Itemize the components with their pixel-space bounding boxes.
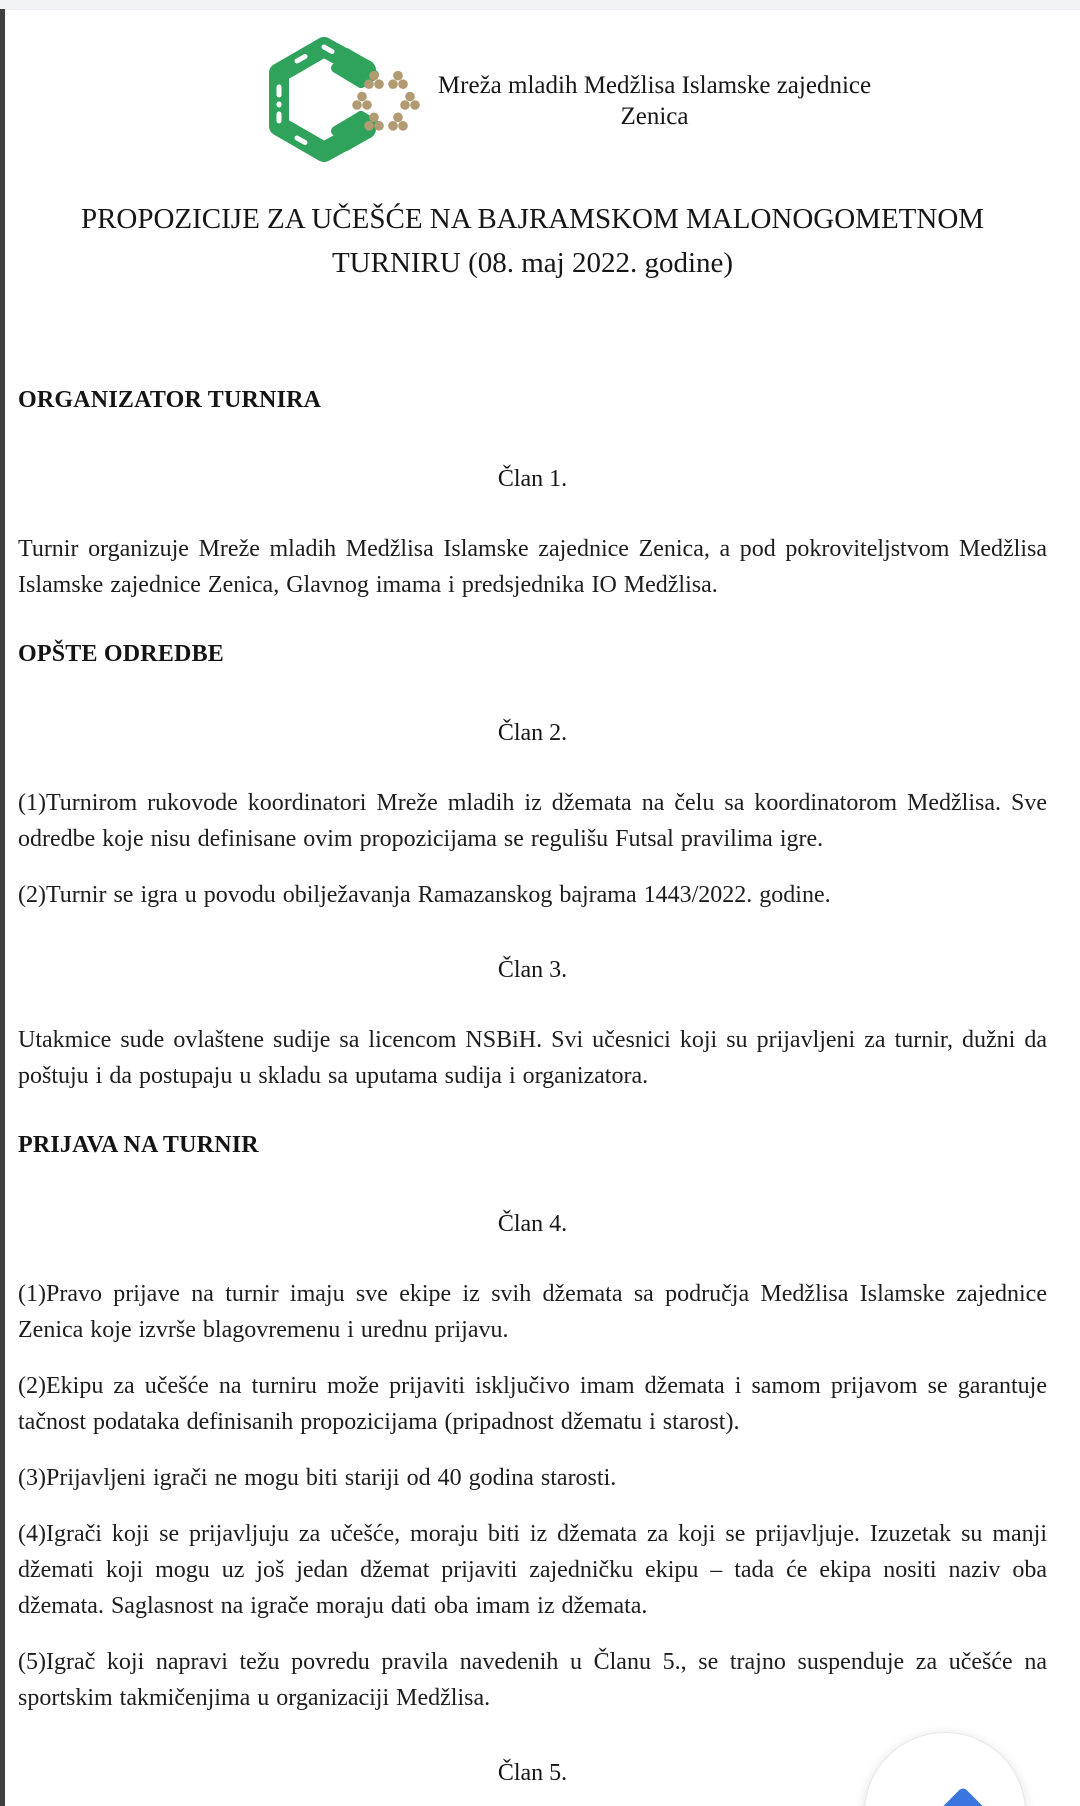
pdf-page[interactable] xyxy=(0,10,1080,1806)
document-title-line1: PROPOZICIJE ZA UČEŠĆE NA BAJRAMSKOM MALONOGOMETNOM xyxy=(80,203,985,235)
paragraph-clan4-item1: (1)Pravo prijave na turnir imaju sve ekipe iz svih džemata sa područja Medžlisa Islamske zajednice Zenica koje izvrše blagovremenu i urednu prijavu. xyxy=(18,1281,1047,1343)
document-title-line2: TURNIRU (08. maj 2022. godine) xyxy=(331,247,734,279)
pen-tip-icon xyxy=(940,1786,985,1806)
paragraph-clan3: Utakmice sude ovlaštene sudije sa licencom NSBiH. Svi učesnici koji su prijavljeni za turnir, dužni da poštuju i da postupaju u skladu sa uputama sudija i organizatora. xyxy=(18,1027,1047,1089)
organization-name-line2: Zenica xyxy=(620,103,689,130)
paragraph-clan2-item2: (2)Turnir se igra u povodu obilježavanja Ramazanskog bajrama 1443/2022. godine. xyxy=(18,882,831,908)
section-heading-organizator: ORGANIZATOR TURNIRA xyxy=(18,387,322,413)
page-left-edge-shadow xyxy=(0,9,5,1806)
clan-label-4: Član 4. xyxy=(497,1211,568,1237)
paragraph-clan2-item1: (1)Turnirom rukovode koordinatori Mreže mladih iz džemata na čelu sa koordinatorom Medžlisa. Sve odredbe koje nisu definisane ovim propozicijama se regulišu Futsal pravilima igre. xyxy=(18,790,1047,852)
clan-label-2: Član 2. xyxy=(497,720,568,746)
organization-name-line1: Mreža mladih Medžlisa Islamske zajednice xyxy=(437,72,872,99)
section-heading-opste-odredbe: OPŠTE ODREDBE xyxy=(18,641,224,667)
document-header xyxy=(54,35,1080,167)
section-heading-prijava: PRIJAVA NA TURNIR xyxy=(18,1132,259,1158)
document-title xyxy=(18,197,1047,285)
clan-label-1: Član 1. xyxy=(497,466,568,492)
clan-label-3: Član 3. xyxy=(497,957,568,983)
paragraph-clan4-item2: (2)Ekipu za učešće na turniru može prijaviti isključivo imam džemata i samom prijavom se garantuje tačnost podataka definisanih propozicijama (pripadnost džematu i starost). xyxy=(18,1373,1047,1435)
paragraph-clan4-item3: (3)Prijavljeni igrači ne mogu biti stariji od 40 godina starosti. xyxy=(18,1465,617,1491)
hexagon-network-logo-icon xyxy=(266,37,424,165)
paragraph-clan4-item4: (4)Igrači koji se prijavljuju za učešće, moraju biti iz džemata za koji se prijavljuje. Izuzetak su manji džemati koji mogu uz još jedan džemat prijaviti zajedničku ekipu – tada će ekipa nositi naziv oba džemata. Saglasnost na igrače moraju dati oba imam iz džemata. xyxy=(18,1521,1047,1619)
viewer-top-gap xyxy=(0,0,1080,10)
organization-name xyxy=(438,70,871,132)
paragraph-clan1: Turnir organizuje Mreže mladih Medžlisa Islamske zajednice Zenica, a pod pokroviteljstvom Medžlisa Islamske zajednice Zenica, Glavnog imama i predsjednika IO Medžlisa. xyxy=(18,536,1047,598)
clan-label-5: Član 5. xyxy=(497,1760,568,1786)
paragraph-clan4-item5: (5)Igrač koji napravi težu povredu pravila navedenih u Članu 5., se trajno suspenduje za učešće na sportskim takmičenjima u organizaciji Medžlisa. xyxy=(18,1649,1047,1711)
